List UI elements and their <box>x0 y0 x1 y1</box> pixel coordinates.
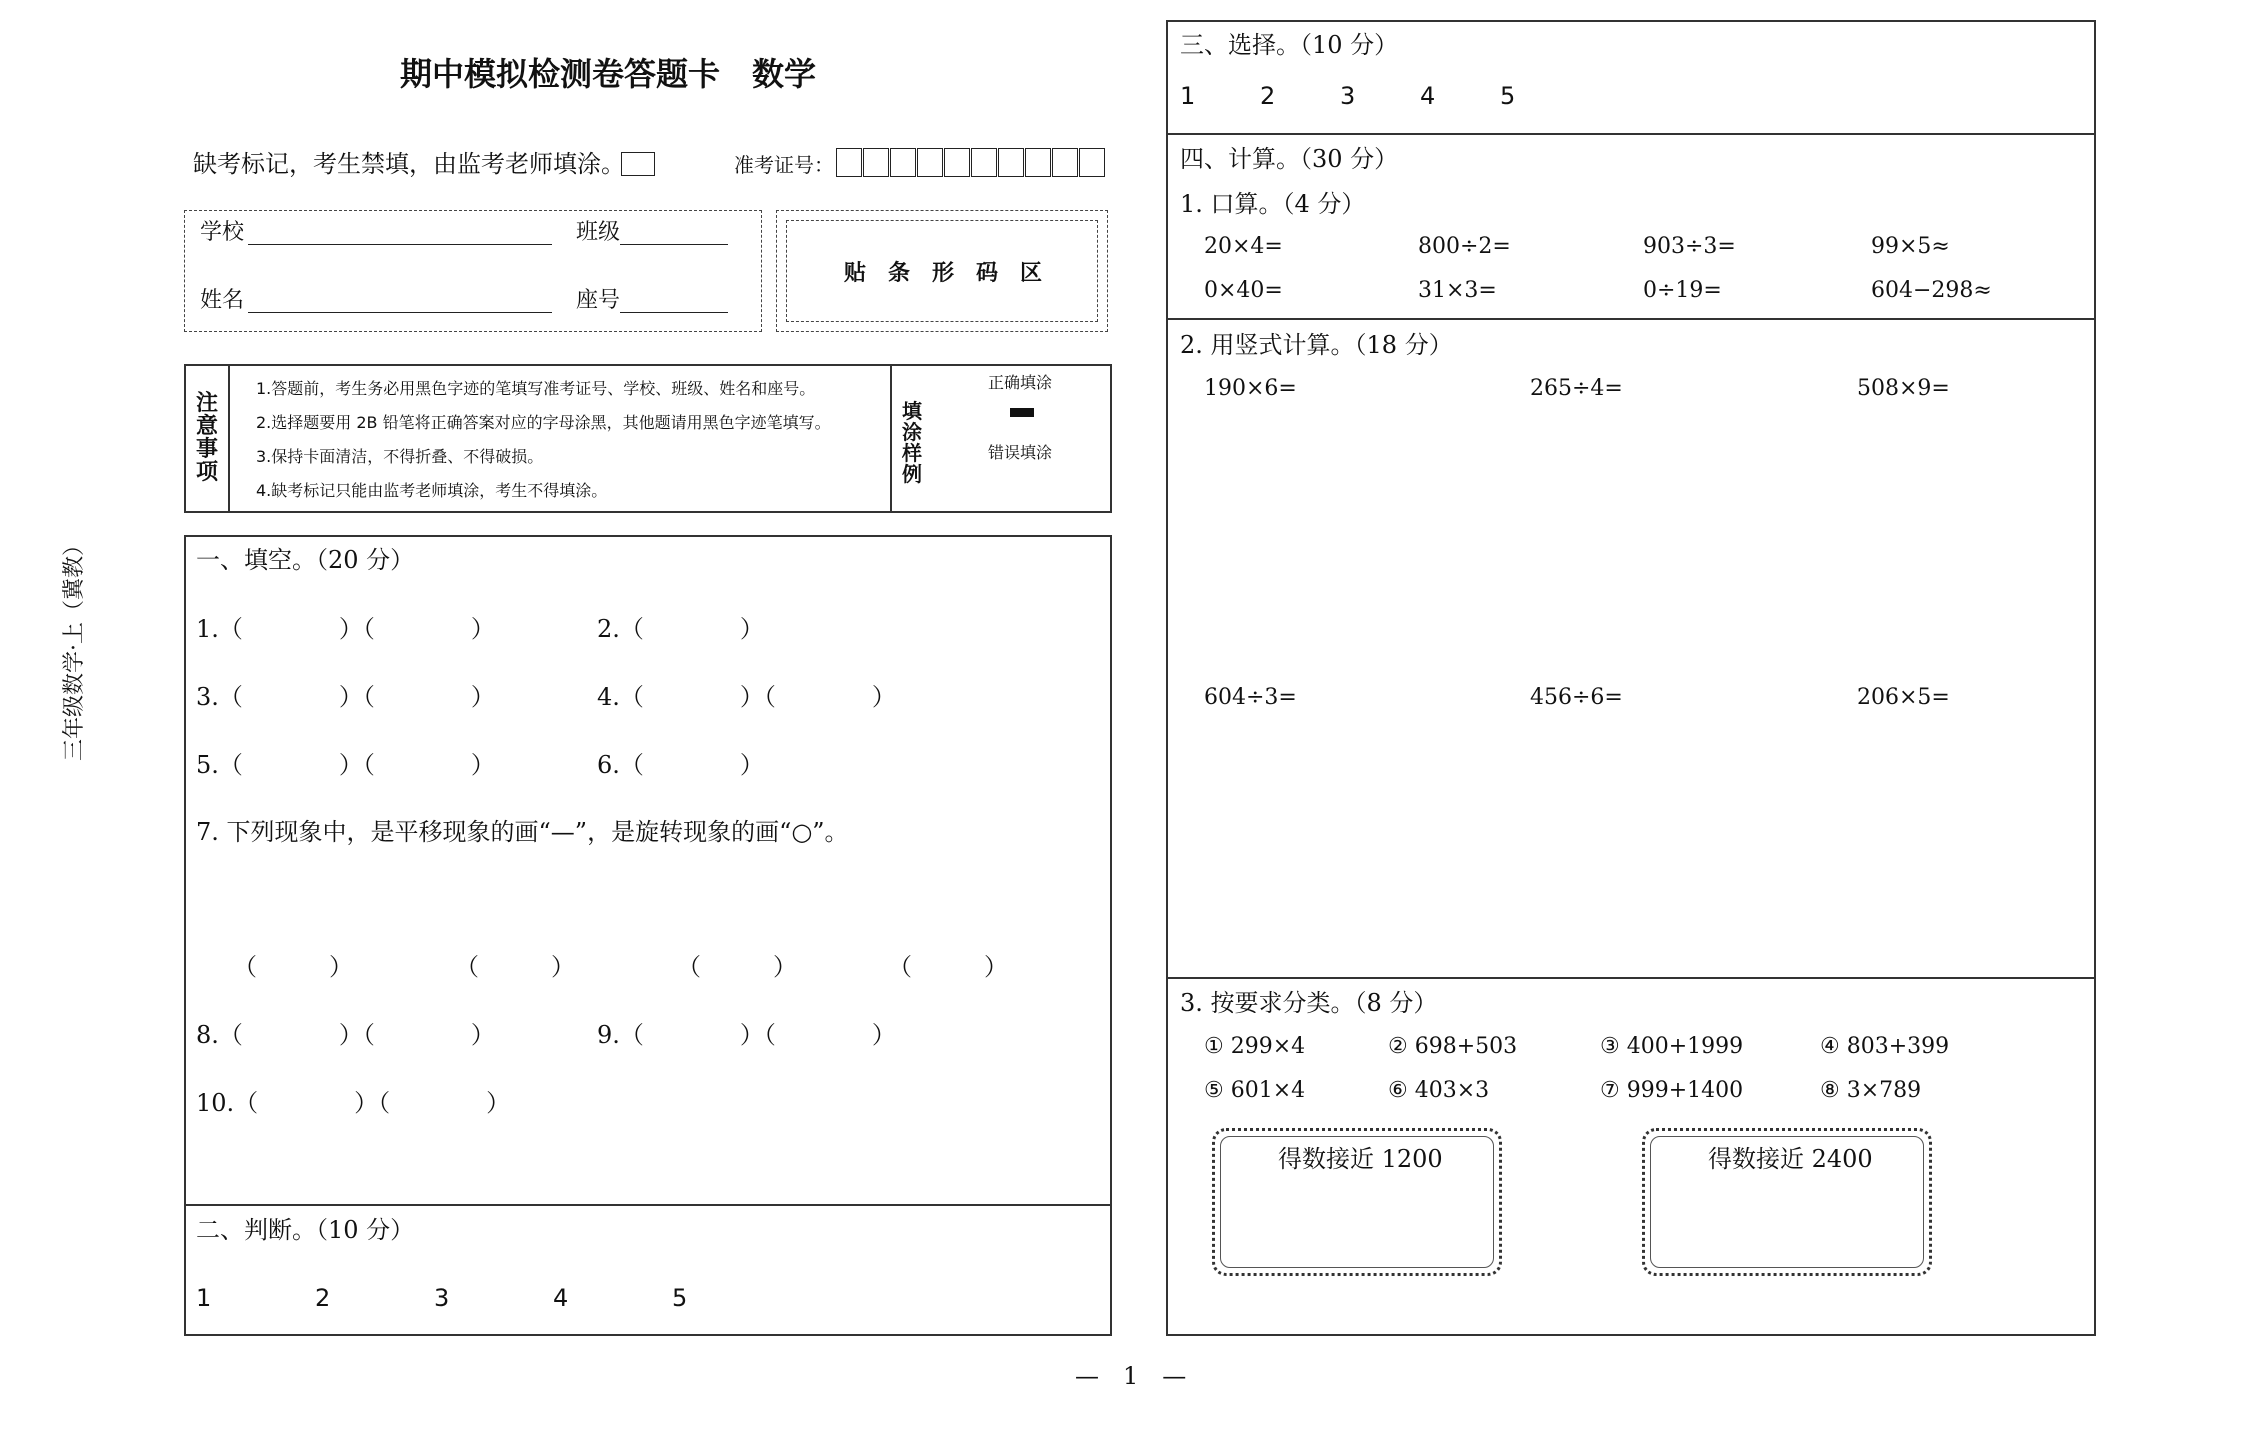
vertical-item: 190×6= <box>1204 376 1297 401</box>
notice-title-char: 事 <box>196 436 219 462</box>
oral-item: 31×3= <box>1418 278 1497 303</box>
q10-blanks[interactable]: 10.（ ）（ ） <box>196 1089 511 1117</box>
classify-item: ⑥ 403×3 <box>1388 1078 1490 1103</box>
exam-id-cell[interactable] <box>863 148 889 177</box>
oral-item: 0×40= <box>1204 278 1283 303</box>
name-label: 姓名 <box>200 288 245 313</box>
name-field[interactable] <box>248 288 552 313</box>
oral-item: 99×5≈ <box>1871 234 1950 259</box>
exam-id-cell[interactable] <box>1025 148 1051 177</box>
classify-item: ⑤ 601×4 <box>1204 1078 1306 1103</box>
q8-blanks[interactable]: 8.（ ）（ ） <box>196 1021 495 1049</box>
notice-item: 3.保持卡面清洁，不得折叠、不得破损。 <box>256 447 544 466</box>
seat-field[interactable] <box>620 288 728 313</box>
notice-title-char: 项 <box>196 459 219 485</box>
oral-item: 604−298≈ <box>1871 278 1992 303</box>
oral-item: 0÷19= <box>1643 278 1722 303</box>
absent-mark-label: 缺考标记，考生禁填，由监考老师填涂。 <box>193 150 625 178</box>
side-label: 三年级数学·上（冀教） <box>62 534 87 761</box>
classify-box-2400-label: 得数接近 2400 <box>1708 1145 1873 1173</box>
notice-title-char: 意 <box>196 413 219 439</box>
exam-id-label: 准考证号： <box>734 153 834 177</box>
q7-blank[interactable]: （ ） <box>233 953 353 981</box>
section2-title: 二、判断。（10 分） <box>196 1216 415 1244</box>
classify-item: ② 698+503 <box>1388 1034 1518 1059</box>
choice-option[interactable]: 4 <box>1420 82 1436 110</box>
classify-title: 3. 按要求分类。（8 分） <box>1180 989 1438 1017</box>
classify-box-1200-label: 得数接近 1200 <box>1278 1145 1443 1173</box>
classify-item: ③ 400+1999 <box>1600 1034 1744 1059</box>
exam-id-cell[interactable] <box>836 148 862 177</box>
oral-item: 800÷2= <box>1418 234 1511 259</box>
judge-option[interactable]: 4 <box>553 1284 569 1312</box>
q9-blanks[interactable]: 9.（ ）（ ） <box>597 1021 896 1049</box>
q7-text: 7. 下列现象中，是平移现象的画“—”，是旋转现象的画“○”。 <box>196 818 849 846</box>
section3-title: 三、选择。（10 分） <box>1180 31 1399 59</box>
choice-option[interactable]: 2 <box>1260 82 1276 110</box>
seat-label: 座号 <box>576 288 621 313</box>
q7-blank[interactable]: （ ） <box>888 953 1008 981</box>
class-field[interactable] <box>620 220 728 245</box>
choice-option[interactable]: 3 <box>1340 82 1356 110</box>
exam-id-cell[interactable] <box>998 148 1024 177</box>
exam-id-cell[interactable] <box>944 148 970 177</box>
notice-item: 4.缺考标记只能由监考老师填涂，考生不得填涂。 <box>256 481 608 500</box>
sample-title-char: 填 <box>902 399 922 423</box>
page-title: 期中模拟检测卷答题卡 数学 <box>400 55 817 93</box>
q7-blank[interactable]: （ ） <box>677 953 797 981</box>
oral-item: 20×4= <box>1204 234 1283 259</box>
correct-fill-mark <box>1010 408 1034 417</box>
vertical-item: 456÷6= <box>1530 685 1623 710</box>
school-label: 学校 <box>200 220 245 245</box>
notice-item: 2.选择题要用 2B 铅笔将正确答案对应的字母涂黑，其他题请用黑色字迹笔填写。 <box>256 413 831 432</box>
absent-mark-checkbox[interactable] <box>621 152 655 176</box>
judge-option[interactable]: 3 <box>434 1284 450 1312</box>
sample-title-char: 样 <box>902 441 922 465</box>
sample-title-char: 例 <box>902 462 922 486</box>
exam-id-cell[interactable] <box>971 148 997 177</box>
class-label: 班级 <box>576 220 621 245</box>
answer-row-right[interactable]: 6.（ ） <box>597 751 764 779</box>
judge-option[interactable]: 1 <box>196 1284 212 1312</box>
answer-row-left[interactable]: 5.（ ）（ ） <box>196 751 495 779</box>
exam-id-cell[interactable] <box>890 148 916 177</box>
correct-fill-label: 正确填涂 <box>988 373 1053 392</box>
classify-item: ① 299×4 <box>1204 1034 1306 1059</box>
oral-calc-title: 1. 口算。（4 分） <box>1180 190 1366 218</box>
q7-blank[interactable]: （ ） <box>455 953 575 981</box>
exam-id-cell[interactable] <box>917 148 943 177</box>
page-number: — 1 — <box>1075 1362 1187 1390</box>
answer-row-left[interactable]: 3.（ ）（ ） <box>196 683 495 711</box>
classify-item: ⑦ 999+1400 <box>1600 1078 1744 1103</box>
judge-option[interactable]: 2 <box>315 1284 331 1312</box>
answer-row-right[interactable]: 2.（ ） <box>597 615 764 643</box>
vertical-item: 206×5= <box>1857 685 1950 710</box>
notice-item: 1.答题前，考生务必用黑色字迹的笔填写准考证号、学校、班级、姓名和座号。 <box>256 379 816 398</box>
oral-item: 903÷3= <box>1643 234 1736 259</box>
vertical-item: 508×9= <box>1857 376 1950 401</box>
section4-title: 四、计算。（30 分） <box>1180 145 1399 173</box>
wrong-fill-label: 错误填涂 <box>988 443 1053 462</box>
exam-id-cell[interactable] <box>1052 148 1078 177</box>
sample-title-char: 涂 <box>902 420 922 444</box>
vertical-calc-title: 2. 用竖式计算。（18 分） <box>1180 331 1453 359</box>
choice-option[interactable]: 5 <box>1500 82 1516 110</box>
notice-title-char: 注 <box>196 390 219 416</box>
choice-option[interactable]: 1 <box>1180 82 1196 110</box>
barcode-label: 贴 条 形 码 区 <box>844 260 1043 286</box>
vertical-item: 265÷4= <box>1530 376 1623 401</box>
judge-option[interactable]: 5 <box>672 1284 688 1312</box>
classify-item: ⑧ 3×789 <box>1820 1078 1922 1103</box>
school-field[interactable] <box>248 220 552 245</box>
exam-id-cell[interactable] <box>1079 148 1105 177</box>
vertical-item: 604÷3= <box>1204 685 1297 710</box>
answer-row-right[interactable]: 4.（ ）（ ） <box>597 683 896 711</box>
answer-row-left[interactable]: 1.（ ）（ ） <box>196 615 495 643</box>
section1-title: 一、填空。（20 分） <box>196 546 415 574</box>
classify-item: ④ 803+399 <box>1820 1034 1950 1059</box>
